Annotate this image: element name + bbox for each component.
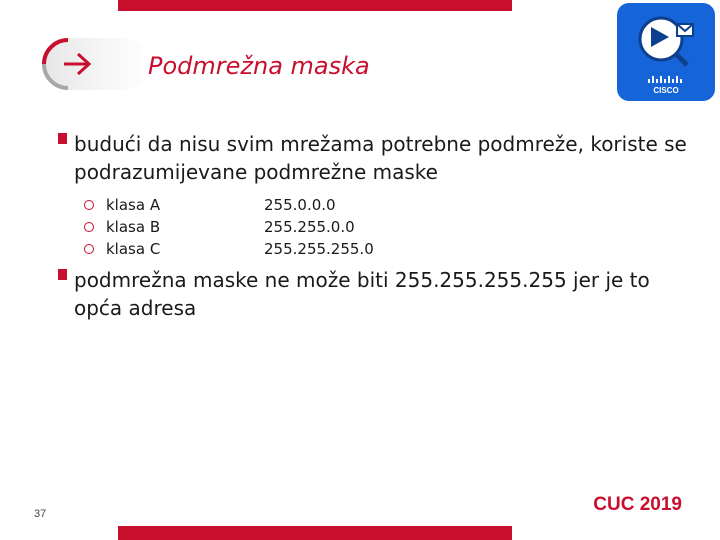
- circle-bullet-icon: [84, 222, 94, 232]
- bullet-text: budući da nisu svim mrežama potrebne podmreže, koriste se podrazumijevane podmrežne maske: [74, 132, 687, 184]
- bottom-accent-bar: [118, 526, 512, 540]
- bullet-point: [58, 130, 698, 186]
- slide-title: Podmrežna maska: [148, 52, 370, 80]
- class-mask-list: [84, 194, 698, 260]
- bullet-point: [58, 266, 698, 322]
- circle-bullet-icon: [84, 244, 94, 254]
- circle-bullet-icon: [84, 200, 94, 210]
- class-label: klasa B: [106, 218, 161, 236]
- arrow-right-icon: [40, 36, 152, 92]
- bullet-text: podmrežna maske ne može biti 255.255.255.255 jer je to opća adresa: [74, 268, 650, 320]
- footer-brand: CUC 2019: [593, 494, 682, 515]
- list-item: [84, 238, 698, 260]
- top-accent-bar: [118, 0, 512, 11]
- page-number: 37: [34, 508, 47, 520]
- mask-value: 255.255.0.0: [264, 218, 355, 236]
- list-item: [84, 216, 698, 238]
- cisco-logo: [617, 3, 715, 101]
- slide-content: [58, 130, 698, 322]
- logo-wordmark: CISCO: [653, 86, 679, 95]
- class-label: klasa C: [106, 240, 161, 258]
- list-item: [84, 194, 698, 216]
- square-bullet-icon: [58, 133, 67, 144]
- class-label: klasa A: [106, 196, 161, 214]
- mask-value: 255.0.0.0: [264, 196, 336, 214]
- square-bullet-icon: [58, 269, 67, 280]
- mask-value: 255.255.255.0: [264, 240, 374, 258]
